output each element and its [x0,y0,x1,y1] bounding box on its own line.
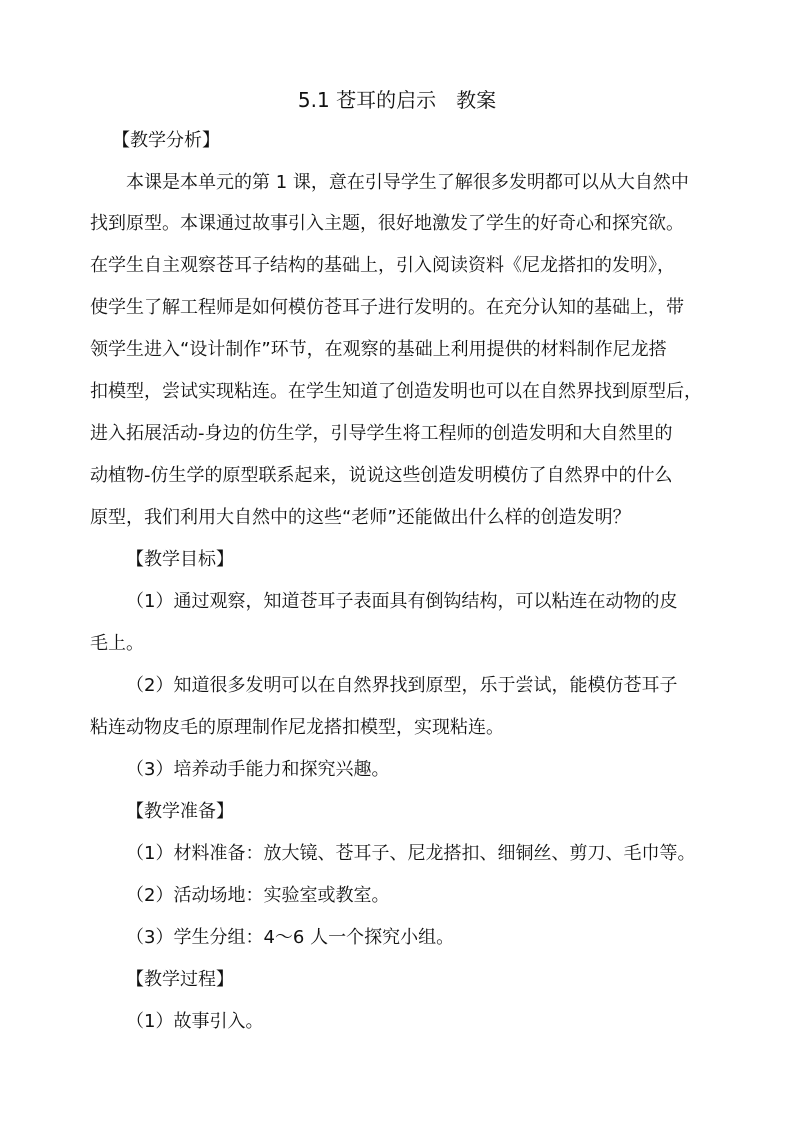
document-title: 5.1 苍耳的启示 教案 [297,88,497,112]
heading-goals: 【教学目标】 [126,549,234,570]
paragraph-line: 动植物-仿生学的原型联系起来，说说这些创造发明模仿了自然界中的什么 [90,465,673,486]
paragraph-line: 原型，我们利用大自然中的这些“老师”还能做出什么样的创造发明？ [90,507,631,528]
heading-process: 【教学过程】 [126,969,234,990]
goal-item: （1）通过观察，知道苍耳子表面具有倒钩结构，可以粘连在动物的皮 [126,591,678,612]
paragraph-line: 进入拓展活动-身边的仿生学，引导学生将工程师的创造发明和大自然里的 [90,423,673,444]
paragraph-line: 找到原型。本课通过故事引入主题，很好地激发了学生的好奇心和探究欲。 [90,213,684,234]
paragraph-line: 扣模型，尝试实现粘连。在学生知道了创造发明也可以在自然界找到原型后， [90,381,702,402]
prep-item: （3）学生分组：4～6 人一个探究小组。 [126,927,455,948]
goal-item: （2）知道很多发明可以在自然界找到原型，乐于尝试，能模仿苍耳子 [126,675,678,696]
goal-item-continuation: 毛上。 [90,633,144,654]
paragraph-line: 使学生了解工程师是如何模仿苍耳子进行发明的。在充分认知的基础上，带 [90,297,684,318]
goal-item: （3）培养动手能力和探究兴趣。 [126,759,390,780]
process-item: （1）故事引入。 [126,1011,264,1032]
paragraph-line: 本课是本单元的第 1 课，意在引导学生了解很多发明都可以从大自然中 [126,172,689,193]
paragraph-line: 领学生进入“设计制作”环节，在观察的基础上利用提供的材料制作尼龙搭 [90,339,667,360]
heading-prep: 【教学准备】 [126,801,234,822]
paragraph-line: 在学生自主观察苍耳子结构的基础上，引入阅读资料《尼龙搭扣的发明》， [90,255,675,276]
goal-item-continuation: 粘连动物皮毛的原理制作尼龙搭扣模型，实现粘连。 [90,717,504,738]
prep-item: （1）材料准备：放大镜、苍耳子、尼龙搭扣、细铜丝、剪刀、毛巾等。 [126,843,696,864]
prep-item: （2）活动场地：实验室或教室。 [126,885,390,906]
heading-analysis: 【教学分析】 [112,130,220,151]
